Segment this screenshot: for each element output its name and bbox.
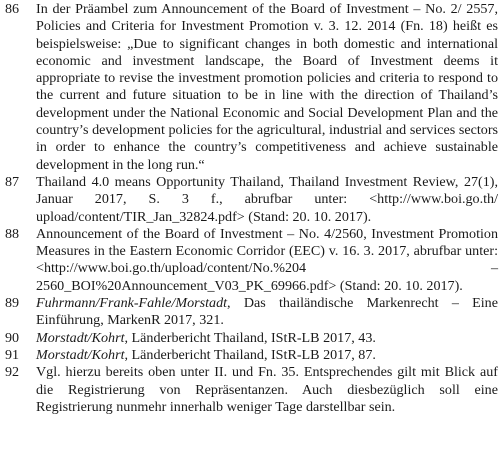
footnote-number: 91 [5,346,20,363]
footnote-90 [5,330,498,347]
footnote-number: 88 [5,225,20,242]
footnote-89 [5,295,498,330]
footnote-number: 89 [5,295,20,312]
footnote-text [36,347,498,364]
footnote-86 [5,1,498,174]
footnote-number: 90 [5,329,20,346]
footnote-author: Fuhrmann/Frank-Fahle/Morstadt [36,295,228,312]
footnote-text: Vgl. hierzu bereits oben unter II. und Fn. 35. Entsprechendes gilt mit Blick auf die Registrierung von Repräsentanzen. Auch diesbezüglich soll eine Registrierung nunmehr innerhalb weniger Tage darstellbar sein. [36,364,498,415]
footnote-body: , Das thailändische Markenrecht – Eine Einführung, MarkenR 2017, 321. [36,295,498,329]
footnote-body: , Länderbericht Thailand, IStR-LB 2017, 43. [124,329,376,346]
footnote-88 [5,226,498,295]
footnote-text [36,295,498,330]
footnote-author: Morstadt/Kohrt [36,329,125,346]
footnote-91 [5,347,498,364]
footnote-text: In der Präambel zum Announcement of the Board of Investment – No. 2/ 2557, Policies and Criteria for Investment Promotion v. 3. 12. 2014 (Fn. 18) heißt es beispielsweise: „Due to significant changes in both domestic and international economic and investment landscape, the Board of Investment deems it appropriate to revise the investment promotion policies and criteria to respond to the current and future situation to be in line with the direction of Thailand’s development under the National Economic and Social Development Plan and the country’s development policies for the agricultural, industrial and services sectors in order to enhance the country’s competitiveness and achieve sustainable development in the long run.“ [36,1,498,173]
footnote-92 [5,364,498,416]
footnote-number: 87 [5,173,20,190]
footnote-text [36,330,498,347]
footnote-body: , Länderbericht Thailand, IStR-LB 2017, 87. [124,346,376,363]
footnote-number: 92 [5,364,20,381]
footnote-number: 86 [5,1,20,17]
footnote-author: Morstadt/Kohrt [36,346,125,363]
footnote-text: Thailand 4.0 means Opportunity Thailand, Thailand Investment Review, 27(1), Januar 2017, S. 3 f., abrufbar unter: <http://www.boi.go.th/ upload/content/TIR_Jan_32824.pdf> (Stand: 20. 10. 2017). [36,173,498,225]
footnote-text: Announcement of the Board of Investment – No. 4/2560, Investment Promotion Measures in the Eastern Economic Corridor (EEC) v. 16. 3. 2017, abrufbar unter: <http://www.boi.go.th/upload/content/No.%204 –2560_BOI%20Announcement_V03_PK_69966.pdf> (Stand: 20. 10. 2017). [36,225,498,294]
footnote-87 [5,174,498,226]
